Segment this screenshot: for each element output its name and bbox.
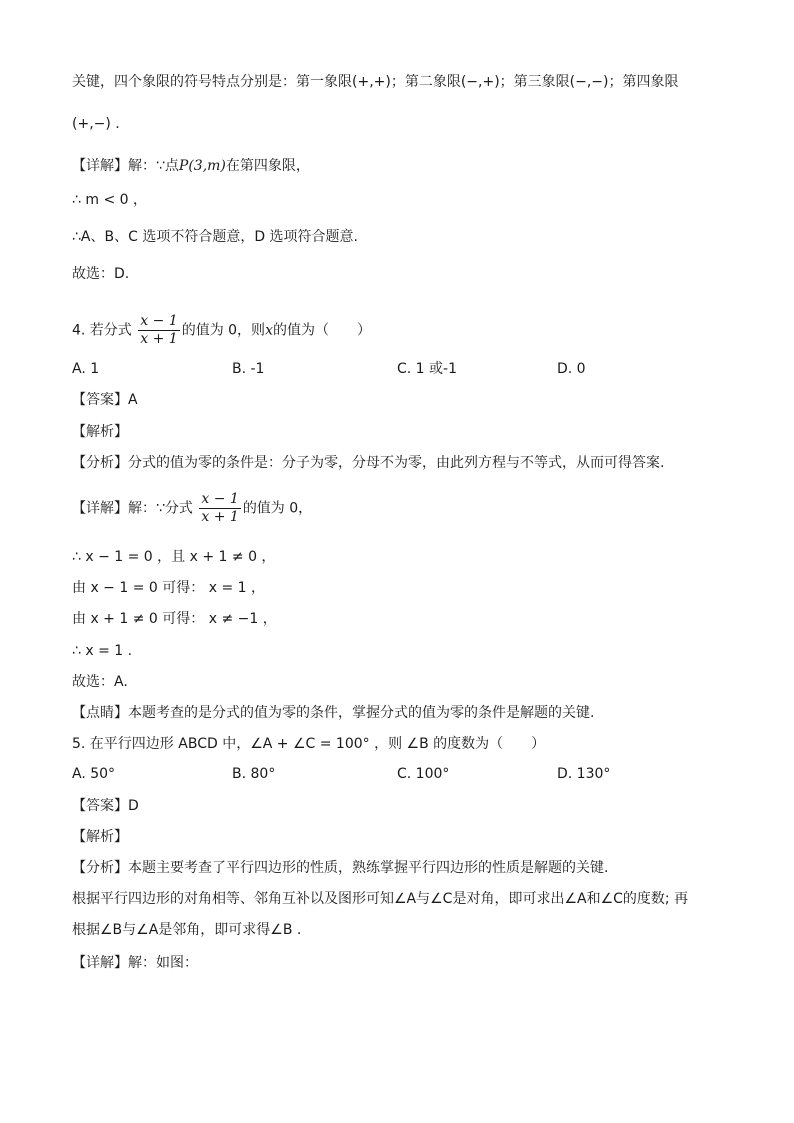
comment-line: 【点睛】本题考查的是分式的值为零的条件，掌握分式的值为零的条件是解题的关键. [72,705,595,721]
text-line [72,156,310,176]
text-segment: 的值为 0，则 [181,322,266,339]
fraction [138,313,179,348]
fraction-numerator: x − 1 [201,491,239,507]
text-segment: 的值为（ ） [272,322,371,339]
fraction-denominator: x + 1 [140,331,178,347]
question-5-stem: 5. 在平行四边形 ABCD 中，∠A + ∠C = 100° ，则 ∠B 的度数为（ ） [72,736,546,752]
analysis-label: 【解析】 [72,424,128,440]
text-line: 故选：D. [72,266,130,282]
text-segment: 【详解】解：∵分式 [72,500,193,517]
option-c: C. 100° [397,766,450,782]
answer-label: 【答案】A [72,392,138,408]
fraction [199,491,240,526]
fraction-denominator: x + 1 [201,509,239,525]
solution-step: 由 x − 1 = 0 可得： x = 1 ， [72,580,265,596]
solution-step: ∴ x = 1 . [72,643,133,659]
analysis-text: 【分析】本题主要考查了平行四边形的性质，熟练掌握平行四边形的性质是解题的关键. [72,860,609,876]
math-variable: x [265,322,273,339]
text-segment: 4. 若分式 [72,322,132,339]
option-a: A. 50° [72,766,116,782]
question-4-stem [72,313,371,348]
fraction-numerator: x − 1 [140,313,178,329]
text-line: (+,−) . [72,116,120,132]
text-line: ∴ m < 0 ， [72,192,147,208]
math-expression: P(3,m) [178,158,226,174]
analysis-text: 【分析】分式的值为零的条件是：分子为零，分母不为零，由此列方程与不等式，从而可得答案. [72,455,665,471]
analysis-label: 【解析】 [72,829,128,845]
option-a: A. 1 [72,361,100,377]
text-segment: 在第四象限， [225,158,310,174]
solution-step: ∴ x − 1 = 0 ，且 x + 1 ≠ 0 ， [72,549,276,565]
solution-step: 由 x + 1 ≠ 0 可得： x ≠ −1 ， [72,611,277,627]
option-d: D. 130° [557,766,611,782]
answer-label: 【答案】D [72,798,139,814]
text-segment: 的值为 0， [242,500,313,517]
option-b: B. -1 [232,361,265,377]
detail-line: 【详解】解：如图： [72,955,198,971]
explanation-line: 根据平行四边形的对角相等、邻角互补以及图形可知∠A与∠C是对角，即可求出∠A和∠C的度数; 再 [72,891,689,907]
text-segment: 【详解】解：∵点 [72,158,179,174]
option-b: B. 80° [232,766,276,782]
text-line: 关键，四个象限的符号特点分别是：第一象限(+,+)；第二象限(−,+)；第三象限(−,−)；第四象限 [72,74,679,90]
option-c: C. 1 或-1 [397,361,457,377]
choose-line: 故选：A. [72,674,128,690]
explanation-line: 根据∠B与∠A是邻角，即可求得∠B . [72,922,302,938]
option-d: D. 0 [557,361,586,377]
text-line: ∴A、B、C 选项不符合题意，D 选项符合题意. [72,229,358,245]
detail-line [72,491,312,526]
